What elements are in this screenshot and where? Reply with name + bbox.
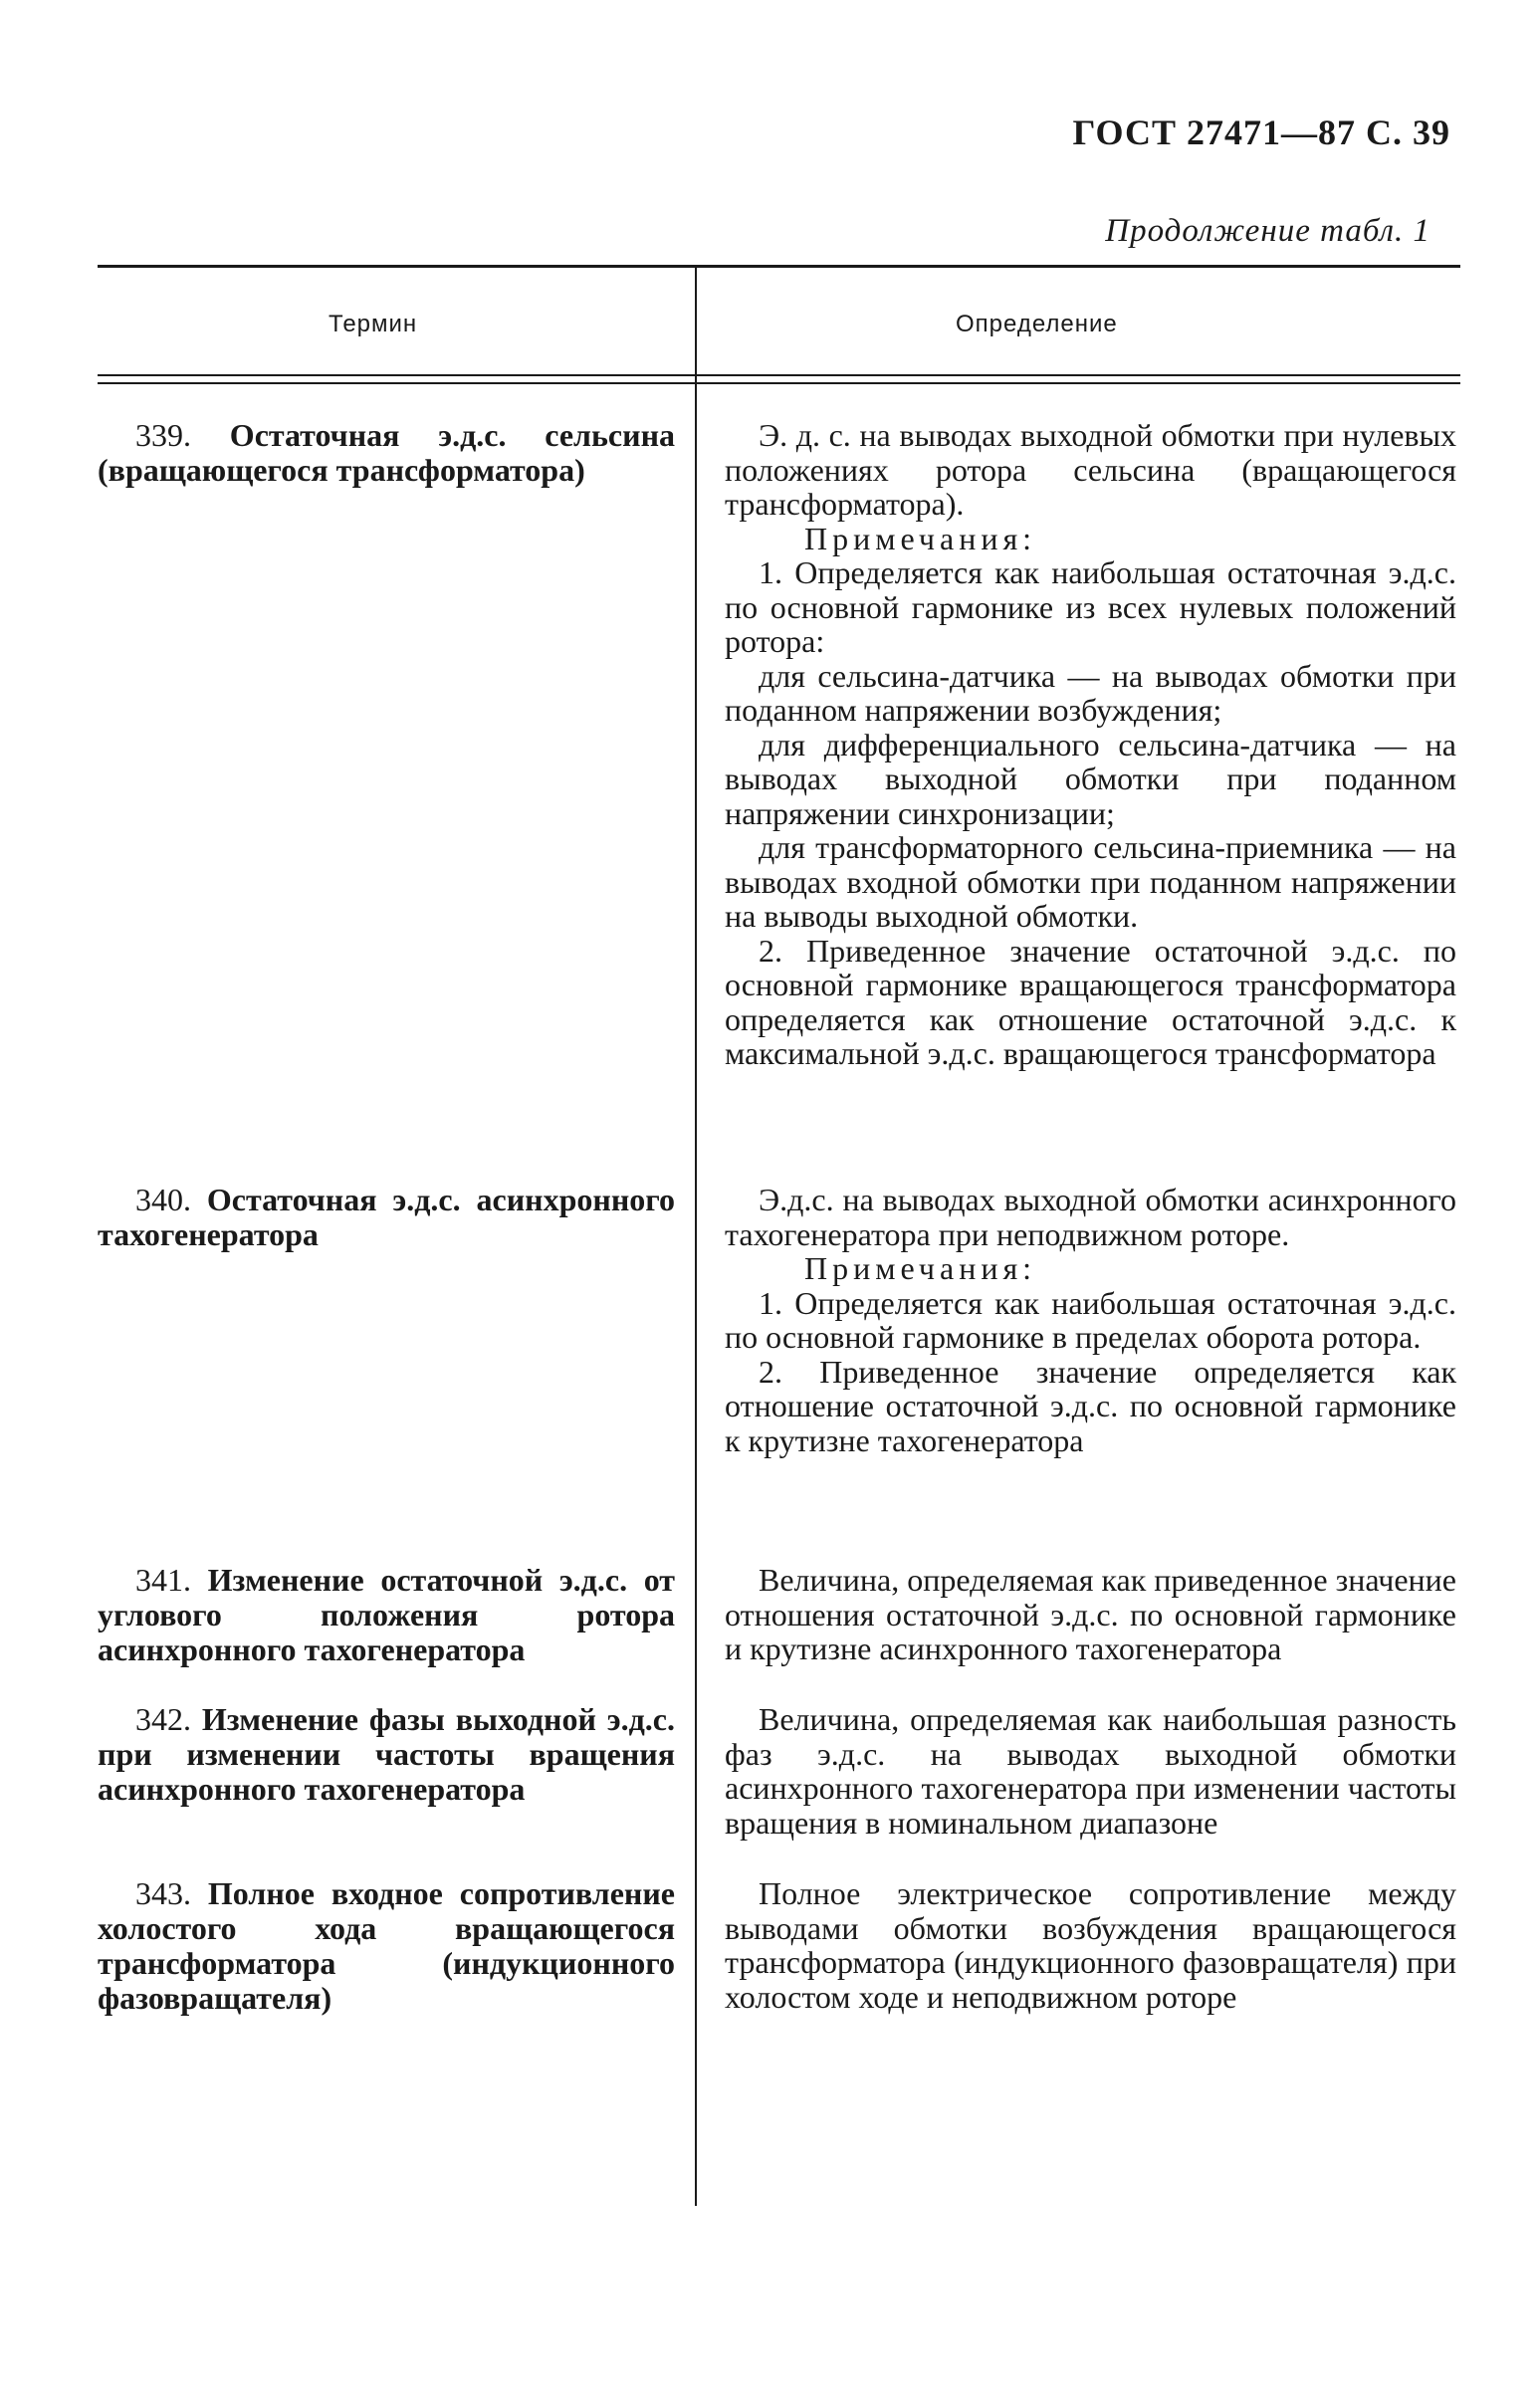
definition-paragraph: Э.д.с. на выводах выходной обмотки асинхронного тахогенератора при неподвижном роторе.: [725, 1182, 1456, 1252]
term-number: 340.: [135, 1182, 207, 1217]
definition-cell: [725, 1876, 1456, 2014]
column-divider: [695, 265, 697, 2206]
term-cell: [98, 1563, 675, 1667]
definition-paragraph: для сельсина-датчика — на выводах обмотки при поданном напряжении возбуждения;: [725, 657, 1456, 728]
notes-heading: Примечания:: [804, 1250, 1037, 1286]
definition-paragraph: Величина, определяемая как приведенное значение отношения остаточной э.д.с. по основной гармонике и крутизне асинхронного тахогенератора: [725, 1562, 1456, 1666]
definition-paragraph: 1. Определяется как наибольшая остаточная э.д.с. по основной гармонике из всех нулевых положений ротора:: [725, 554, 1456, 659]
term-text: Полное входное сопротивление холостого хода вращающегося трансформатора (индукционного фазовращателя): [98, 1875, 676, 2016]
term-cell: [98, 1183, 675, 1252]
term-number: 341.: [135, 1562, 208, 1598]
definition-paragraph: Величина, определяемая как наибольшая разность фаз э.д.с. на выводах выходной обмотки асинхронного тахогенератора при изменении частоты вращения в номинальном диапазоне: [725, 1701, 1456, 1841]
definition-cell: [725, 1183, 1456, 1457]
definition-paragraph: 2. Приведенное значение определяется как отношение остаточной э.д.с. по основной гармонике к крутизне тахогенератора: [725, 1353, 1456, 1458]
term-number: 343.: [135, 1875, 208, 1911]
definition-paragraph: для дифференциального сельсина-датчика — на выводах выходной обмотки при поданном напряжении синхронизации;: [725, 726, 1456, 831]
column-header-term: Термин: [329, 311, 418, 337]
term-text: Остаточная э.д.с. сельсина (вращающегося трансформатора): [98, 417, 675, 488]
term-text: Изменение остаточной э.д.с. от углового положения ротора асинхронного тахогенератора: [98, 1562, 676, 1667]
definition-paragraph: Э. д. с. на выводах выходной обмотки при нулевых положениях ротора сельсина (вращающегося трансформатора).: [725, 417, 1456, 522]
definition-cell: [725, 1563, 1456, 1666]
column-header-definition: Определение: [956, 311, 1118, 337]
term-cell: [98, 418, 675, 488]
page-header: ГОСТ 27471—87 С. 39: [1072, 112, 1450, 152]
definition-cell: [725, 1702, 1456, 1840]
definition-paragraph: 2. Приведенное значение остаточной э.д.с. по основной гармонике вращающегося трансформатора определяется как отношение остаточной э.д.с. к максимальной э.д.с. вращающегося трансформатора: [725, 932, 1456, 1071]
definition-paragraph: для трансформаторного сельсина-приемника — на выводах входной обмотки при поданном напряжении на выводы выходной обмотки.: [725, 829, 1456, 934]
table-header-rule: [98, 374, 1460, 376]
term-cell: [98, 1876, 675, 2016]
table-header-rule-double: [98, 382, 1460, 384]
term-text: Изменение фазы выходной э.д.с. при изменении частоты вращения асинхронного тахогенератора: [98, 1701, 676, 1807]
notes-heading: Примечания:: [804, 520, 1037, 556]
term-cell: [98, 1702, 675, 1807]
definition-cell: [725, 418, 1456, 1071]
term-number: 342.: [135, 1701, 202, 1737]
term-text: Остаточная э.д.с. асинхронного тахогенератора: [98, 1182, 676, 1252]
definition-paragraph: 1. Определяется как наибольшая остаточная э.д.с. по основной гармонике в пределах оборота ротора.: [725, 1284, 1456, 1355]
table-top-rule: [98, 265, 1460, 268]
term-number: 339.: [135, 417, 230, 453]
table-continuation-label: Продолжение табл. 1: [1105, 213, 1430, 249]
definition-paragraph: Полное электрическое сопротивление между выводами обмотки возбуждения вращающегося трансформатора (индукционного фазовращателя) при холостом ходе и неподвижном роторе: [725, 1875, 1456, 2015]
